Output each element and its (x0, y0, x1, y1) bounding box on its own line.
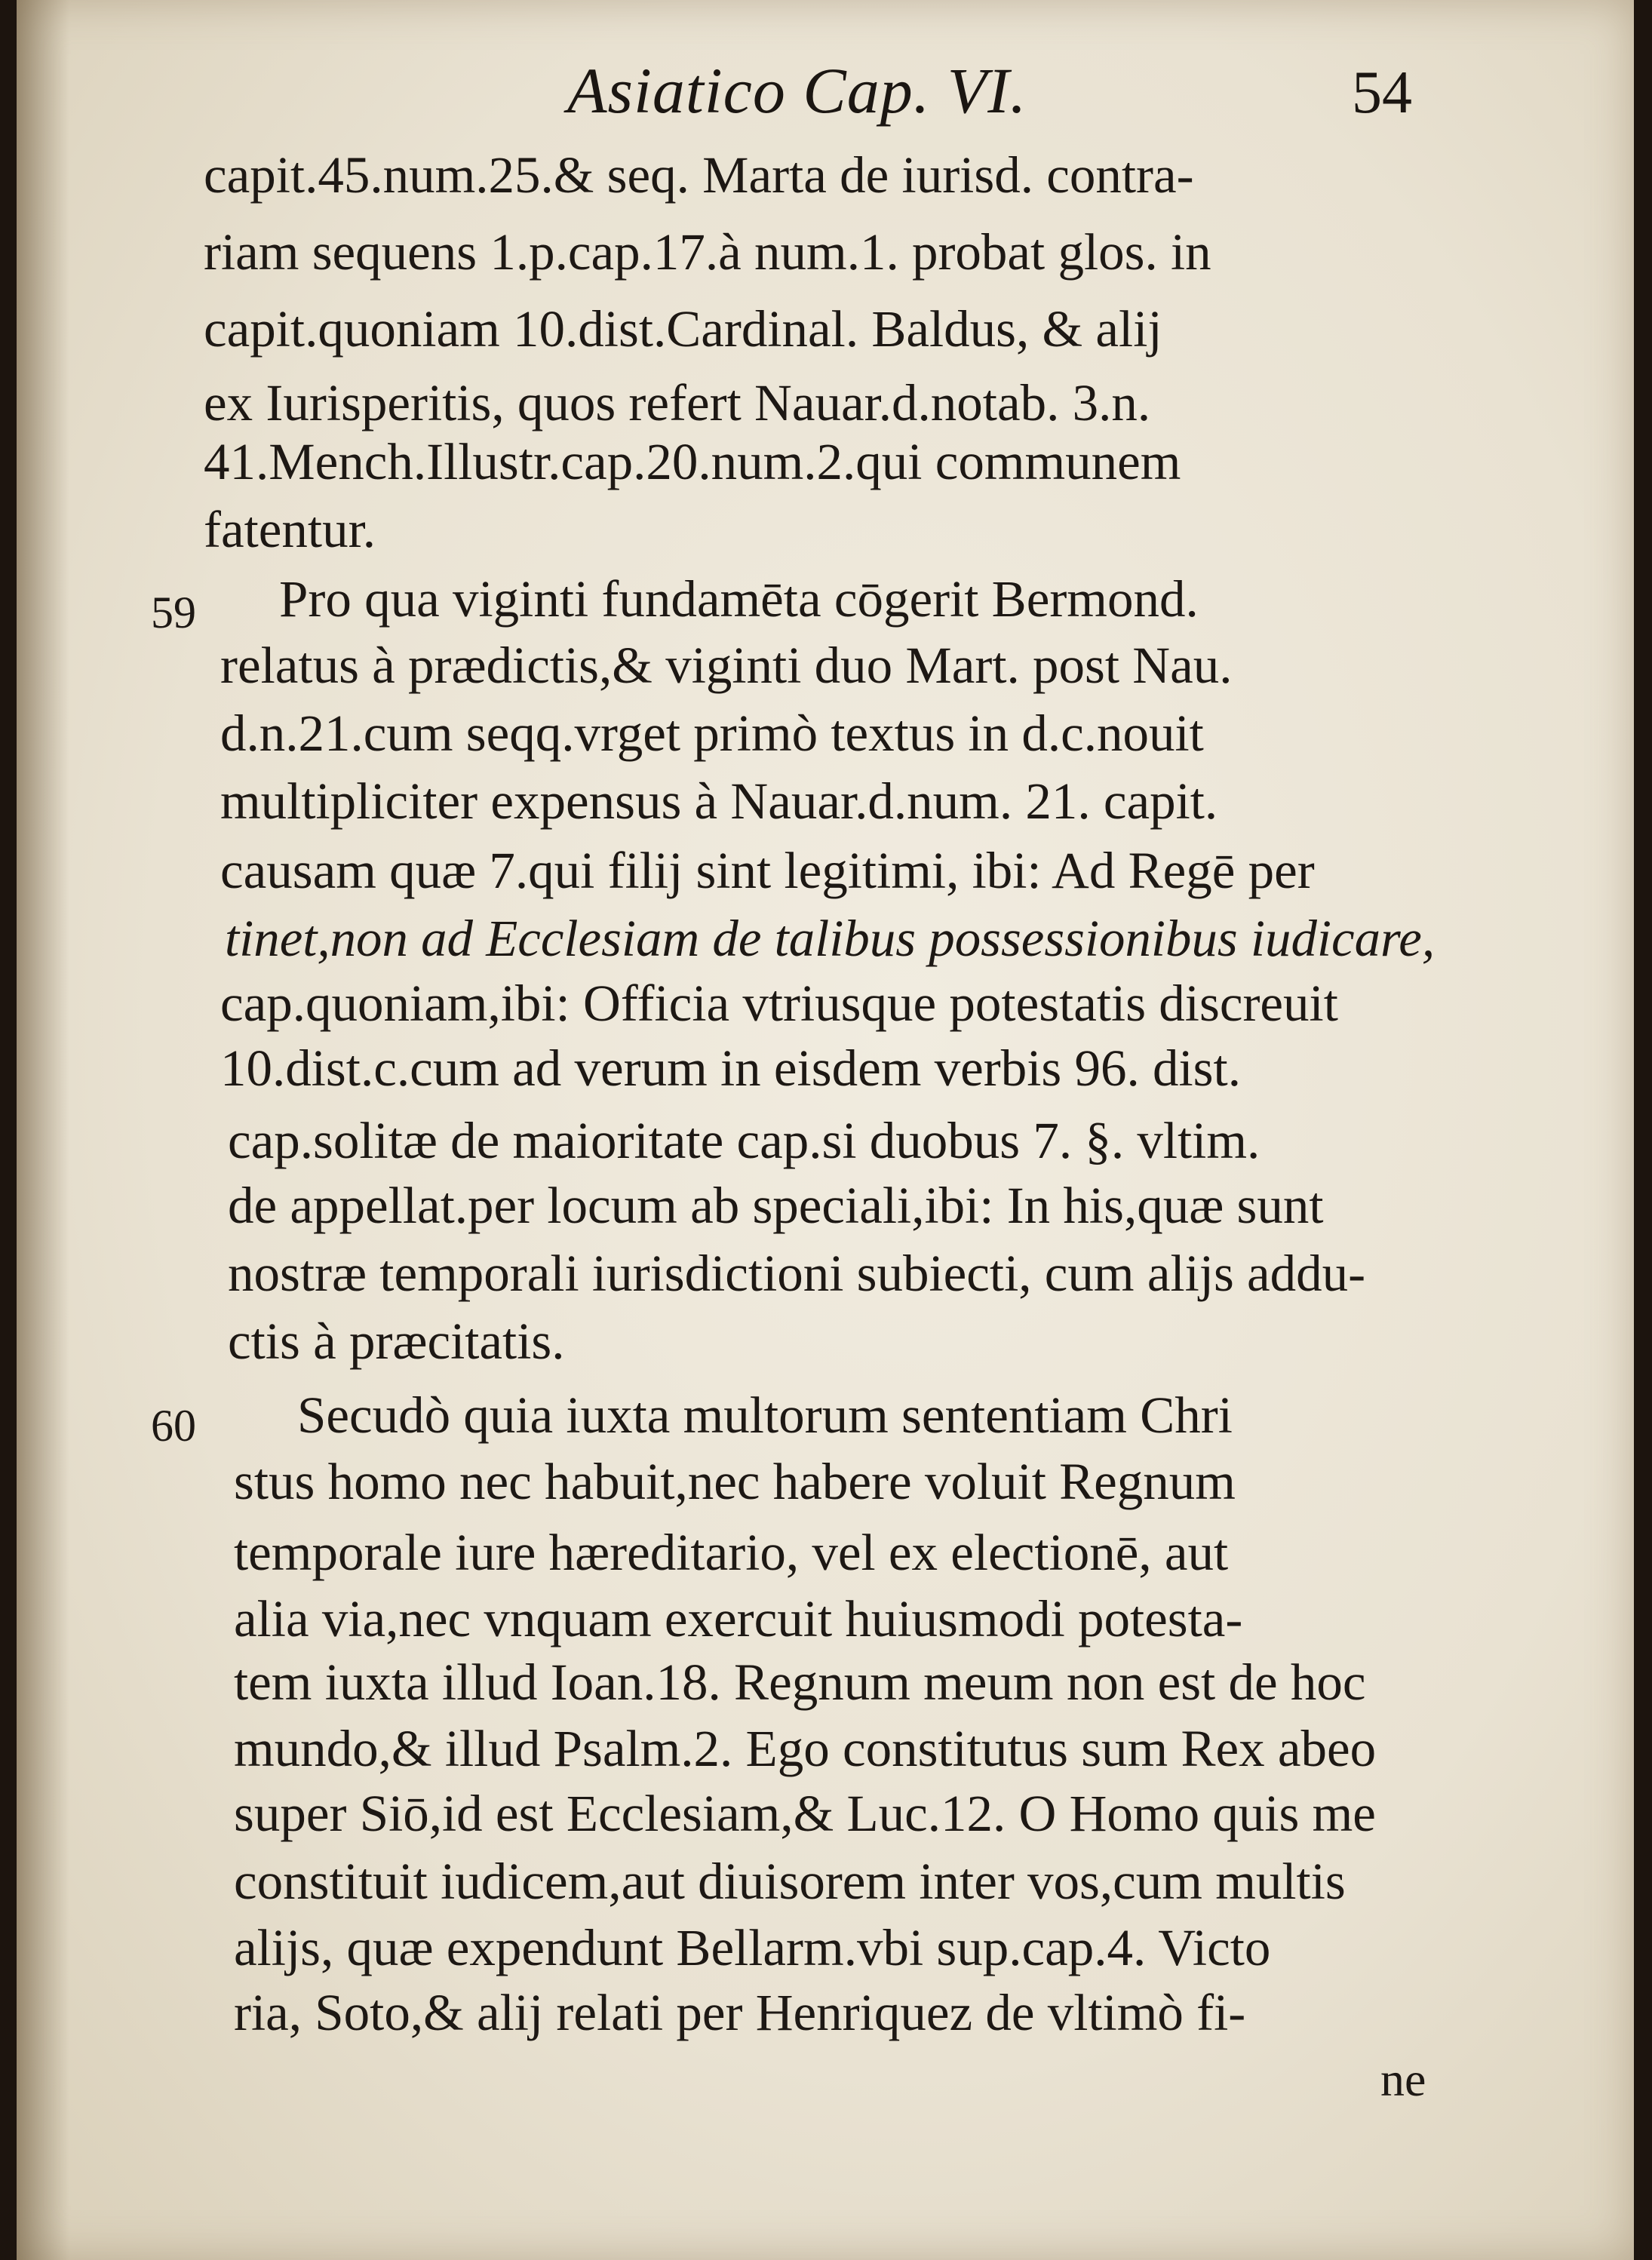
text-line: cap.quoniam,ibi: Officia vtriusque potestatis discreuit (220, 975, 1338, 1032)
catchword: ne (1380, 2053, 1426, 2106)
text-line: tem iuxta illud Ioan.18. Regnum meum non est de hoc (234, 1654, 1366, 1711)
text-line: riam sequens 1.p.cap.17.à num.1. probat glos. in (204, 223, 1211, 281)
book-page (17, 0, 1634, 2260)
text-line: ex Iurisperitis, quos refert Nauar.d.notab. 3.n. (204, 374, 1151, 431)
text-line: stus homo nec habuit,nec habere voluit Regnum (234, 1453, 1236, 1510)
text-line: temporale iure hæreditario, vel ex electionē, aut (234, 1524, 1229, 1581)
text-line: multipliciter expensus à Nauar.d.num. 21. capit. (220, 772, 1218, 830)
text-line: relatus à prædictis,& viginti duo Mart. post Nau. (220, 637, 1233, 694)
text-line: fatentur. (204, 501, 376, 558)
margin-number: 60 (151, 1401, 196, 1451)
text-line: ria, Soto,& alij relati per Henriquez de vltimò fi- (234, 1984, 1246, 2041)
text-line: de appellat.per locum ab speciali,ibi: In his,quæ sunt (228, 1177, 1324, 1234)
text-line: cap.solitæ de maioritate cap.si duobus 7. §. vltim. (228, 1112, 1260, 1169)
text-line: causam quæ 7.qui filij sint legitimi, ibi: Ad Regē per (220, 842, 1315, 899)
text-line: d.n.21.cum seqq.vrget primò textus in d.c.nouit (220, 705, 1204, 762)
running-title: Asiatico Cap. VI. (567, 54, 1027, 127)
text-line: mundo,& illud Psalm.2. Ego constitutus sum Rex abeo (234, 1720, 1377, 1777)
text-line: super Siō,id est Ecclesiam,& Luc.12. O Homo quis me (234, 1785, 1376, 1842)
text-line: tinet,non ad Ecclesiam de talibus possessionibus iudicare, (225, 910, 1436, 967)
text-line: constituit iudicem,aut diuisorem inter vos,cum multis (234, 1853, 1346, 1910)
text-line: Pro qua viginti fundamēta cōgerit Bermond. (279, 570, 1199, 628)
page-number: 54 (1352, 60, 1412, 126)
text-line: alia via,nec vnquam exercuit huiusmodi potesta- (234, 1590, 1243, 1647)
text-line: 10.dist.c.cum ad verum in eisdem verbis 96. dist. (220, 1039, 1241, 1097)
margin-number: 59 (151, 588, 196, 637)
text-line: capit.quoniam 10.dist.Cardinal. Baldus, & alij (204, 300, 1162, 358)
text-line: ctis à præcitatis. (228, 1313, 565, 1370)
text-line: alijs, quæ expendunt Bellarm.vbi sup.cap.4. Victo (234, 1919, 1271, 1976)
text-line: Secudò quia iuxta multorum sententiam Chri (297, 1386, 1233, 1444)
text-line: capit.45.num.25.& seq. Marta de iurisd. contra- (204, 146, 1194, 204)
text-line: nostræ temporali iurisdictioni subiecti, cum alijs addu- (228, 1245, 1366, 1302)
text-line: 41.Mench.Illustr.cap.20.num.2.qui communem (204, 433, 1181, 490)
